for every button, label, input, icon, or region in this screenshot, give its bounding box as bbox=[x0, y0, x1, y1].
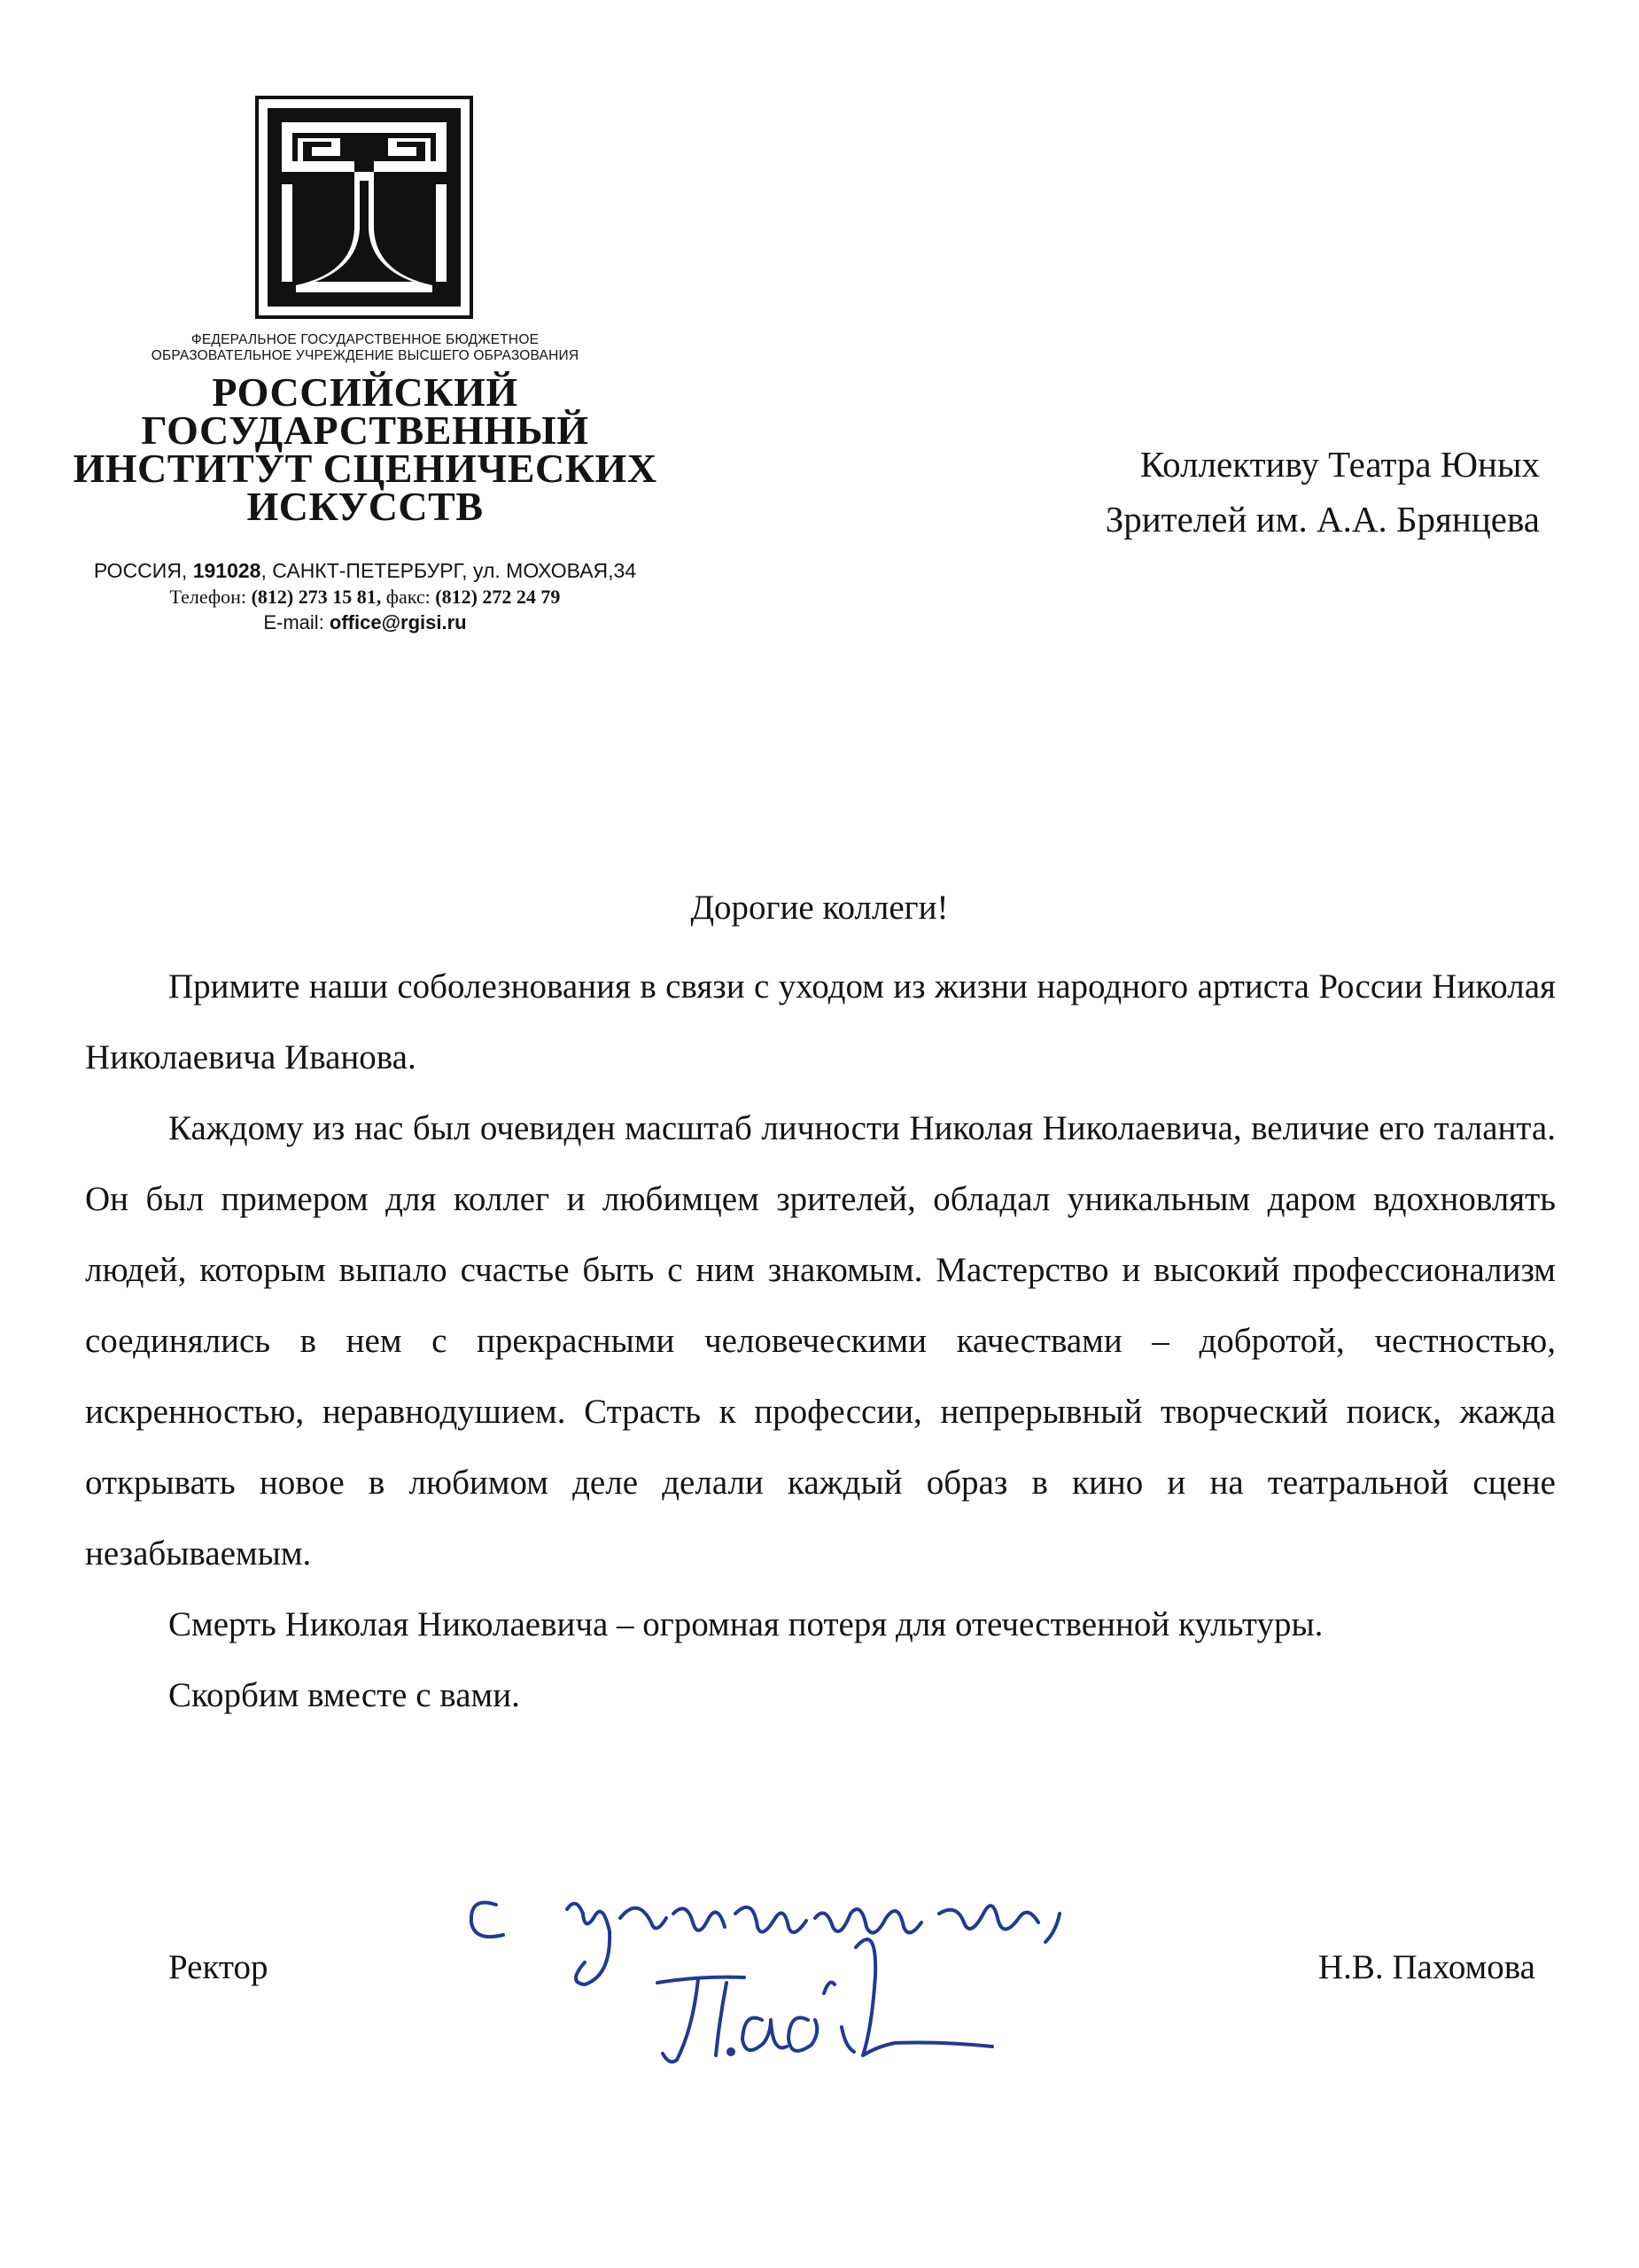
email-line bbox=[37, 611, 693, 634]
phone-label: Телефон: bbox=[169, 586, 252, 608]
fax-label: факс: bbox=[381, 586, 436, 608]
phone-line bbox=[37, 586, 693, 609]
paragraph-tribute: Каждому из нас был очевиден масштаб личности Николая Николаевича, величие его таланта. Он был примером для коллег и любимцем зрителей, обладал уникальным даром вдохновлять людей, которым выпало счастье быть с ним знакомым. Мастерство и высокий профессионализм соединялись в нем с прекрасными человеческими качествами – добротой, честностью, искренностью, неравнодушием. Страсть к профессии, непрерывный творческий поиск, жажда открывать новое в любимом деле делали каждый образ в кино и на театральной сцене незабываемым. bbox=[85, 1109, 1556, 1573]
institute-name-line1: РОССИЙСКИЙ bbox=[212, 369, 518, 415]
fax-number: (812) 272 24 79 bbox=[435, 586, 561, 608]
paragraph-mourning: Скорбим вместе с вами. bbox=[168, 1676, 520, 1714]
org-type-line2: ОБРАЗОВАТЕЛЬНОЕ УЧРЕЖДЕНИЕ ВЫСШЕГО ОБРАЗОВАНИЯ bbox=[151, 348, 579, 363]
address-postcode: 191028 bbox=[192, 559, 261, 582]
signatory-name: Н.В. Пахомова bbox=[1317, 1948, 1535, 1986]
address-prefix: РОССИЯ, bbox=[93, 559, 193, 582]
email-address[interactable]: office@rgisi.ru bbox=[329, 611, 467, 633]
greeting: Дорогие коллеги! bbox=[690, 889, 949, 927]
handwritten-signature bbox=[461, 1878, 1134, 2091]
paragraph-condolences: Примите наши соболезнования в связи с уходом из жизни народного артиста России Николая Николаевича Иванова. bbox=[85, 967, 1556, 1076]
email-label: E-mail: bbox=[263, 611, 330, 633]
address-rest: , САНКТ-ПЕТЕРБУРГ, ул. МОХОВАЯ,34 bbox=[260, 559, 637, 582]
address bbox=[37, 559, 693, 583]
institute-name-line4: ИСКУССТВ bbox=[246, 484, 484, 529]
institute-emblem-icon bbox=[255, 96, 473, 319]
paragraph-loss: Смерть Николая Николаевича – огромная потеря для отечественной культуры. bbox=[168, 1605, 1324, 1643]
recipient-block bbox=[1106, 437, 1540, 547]
signatory-role: Ректор bbox=[168, 1948, 268, 1986]
letter-body bbox=[85, 951, 1556, 1731]
institute-name-line3: ИНСТИТУТ СЦЕНИЧЕСКИХ bbox=[73, 446, 657, 491]
phone-number: (812) 273 15 81, bbox=[251, 586, 382, 608]
recipient-line1: Коллективу Театра Юных bbox=[1139, 444, 1540, 485]
institute-name-line2: ГОСУДАРСТВЕННЫЙ bbox=[141, 408, 589, 453]
recipient-line2: Зрителей им. А.А. Брянцева bbox=[1105, 499, 1540, 540]
org-type-line1: ФЕДЕРАЛЬНОЕ ГОСУДАРСТВЕННОЕ БЮДЖЕТНОЕ bbox=[190, 332, 540, 347]
